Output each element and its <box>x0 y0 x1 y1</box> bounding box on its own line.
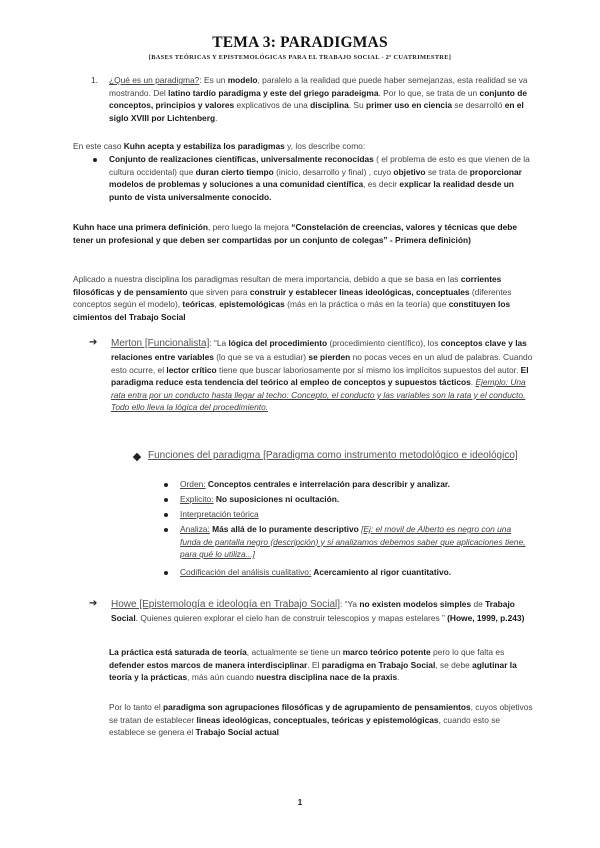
howe-heading: Howe [Epistemología e ideología en Trabajo Social] <box>111 599 341 610</box>
conclusion-paragraph: Por lo tanto el paradigma son agrupaciones filosóficas y de agrupamiento de pensamientos, cuyos objetivos se tratan de establecer lineas ideológicas, conceptuales, teóricas y epistemológicas, cuando esto se establece se genera el Trabajo Social actual <box>109 702 533 738</box>
arrow-right-icon: ➔ <box>89 598 98 609</box>
definition-paragraph: ¿Qué es un paradigma?: Es un modelo, paralelo a la realidad que puede haber semejanzas, esta realidad se va mostrando. Del latino tardío paradigma y este del griego paradeigma. Por lo que, se trata de un conjunto de conceptos, principios y valores explicativos de una disciplina. Su primer uso en ciencia se desarrolló en el siglo XVIII por Lichtenberg. <box>109 75 528 123</box>
function-item-order: Orden: Conceptos centrales e interrelación para describir y analizar. <box>180 479 450 489</box>
bullet-icon <box>93 158 97 162</box>
function-item-interpretation: Interpretación teórica <box>180 509 259 519</box>
bullet-icon <box>164 571 168 575</box>
applied-paragraph: Aplicado a nuestra disciplina los paradigmas resultan de mera importancia, debido a que se basa en las corrientes filosóficas y de pensamiento que sirven para construir y establecer lineas ideológicas, conceptuales (diferentes conceptos según el modelo), teóricas, epistemológicas (más en la práctica o más en la teoría) que constituyen los cimientos del Trabajo Social <box>73 274 512 322</box>
functions-heading: Funciones del paradigma [Paradigma como instrumento metodológico e ideológico] <box>148 450 518 461</box>
diamond-bullet-icon <box>133 453 141 461</box>
page-subtitle: [BASES TEÓRICAS Y EPISTEMOLÓGICAS PARA EL TRABAJO SOCIAL - 2º CUATRIMESTRE] <box>148 54 452 61</box>
kuhn-intro: En este caso Kuhn acepta y estabiliza los paradigmas y, los describe como: <box>73 141 366 151</box>
bullet-icon <box>164 498 168 502</box>
bullet-icon <box>164 483 168 487</box>
function-item-explicit: Explicito: No suposiciones ni ocultación. <box>180 494 340 504</box>
kuhn-bullet: Conjunto de realizaciones científicas, universalmente reconocidas ( el problema de esto es que vienen de la cultura occidental) que duran cierto tiempo (inicio, desarrollo y final) , cuyo objetivo se trata de proporcionar modelos de problemas y soluciones a una comunidad científica, es decir explicar la realidad desde un punto de vista universalmente conocido. <box>109 154 530 202</box>
howe-paragraph: Howe [Epistemología e ideología en Trabajo Social]: “Ya no existen modelos simples de Trabajo Social. Quienes quieren explorar el cielo han de construir telescopios y mapas estelares ” (Howe, 1999, p.243) <box>111 599 525 623</box>
question-heading: ¿Qué es un paradigma? <box>109 75 200 85</box>
bullet-icon <box>164 528 168 532</box>
function-item-analyze: Analiza: Más allá de lo puramente descriptivo [Ej: el movil de Alberto es negro con una funda de pantalla negro (descripción) y si analizamos debemos saber que aplicaciones tiene, para qué lo utiliza...] <box>180 524 526 560</box>
merton-paragraph: Merton [Funcionalista]: “La lógica del procedimiento (procedimiento científico), los conceptos clave y las relaciones entre variables (lo que se va a estudiar) se pierden no pocas veces en un alud de palabras. Cuando esto ocurre, el lector crítico tiene que buscar laboriosamente por sí mismo los implícitos supuestos del autor. El paradigma reduce esta tendencia del teórico al empleo de conceptos y supuestos tácticos. Ejemplo: Una rata entra por un conducto hasta llegar al techo: Concepto, el conducto y las variables son la rata y el conducto. Todo ello lleva la lógica del procedimiento. <box>111 338 533 413</box>
bullet-icon <box>164 513 168 517</box>
page-title: TEMA 3: PARADIGMAS <box>212 34 388 51</box>
practice-paragraph: La práctica está saturada de teoría, actualmente se tiene un marco teórico potente pero lo que falta es defender estos marcos de manera interdisciplinar. El paradigma en Trabajo Social, se debe aglutinar la teoría y la prácticas, más aún cuando nuestra disciplina nace de la praxis. <box>109 647 517 683</box>
page-number: 1 <box>297 797 303 807</box>
function-item-codification: Codificación del análisis cualitativo: Acercamiento al rigor cuantitativo. <box>180 567 452 577</box>
merton-heading: Merton [Funcionalista] <box>111 338 210 349</box>
merton-example: Ejemplo: Una rata entra por un conducto hasta llegar al techo: Concepto, el conducto y las variables son la rata y el conducto. Todo ello lleva la lógica del procedimiento. <box>111 377 526 413</box>
kuhn-definition: Kuhn hace una primera definición, pero luego la mejora “Constelación de creencias, valores y técnicas que debe tener un profesional y que deben ser compartidas por un conjunto de colegas” - Primera definición) <box>73 222 518 245</box>
arrow-right-icon: ➔ <box>89 337 98 348</box>
list-number: 1. <box>91 75 98 85</box>
